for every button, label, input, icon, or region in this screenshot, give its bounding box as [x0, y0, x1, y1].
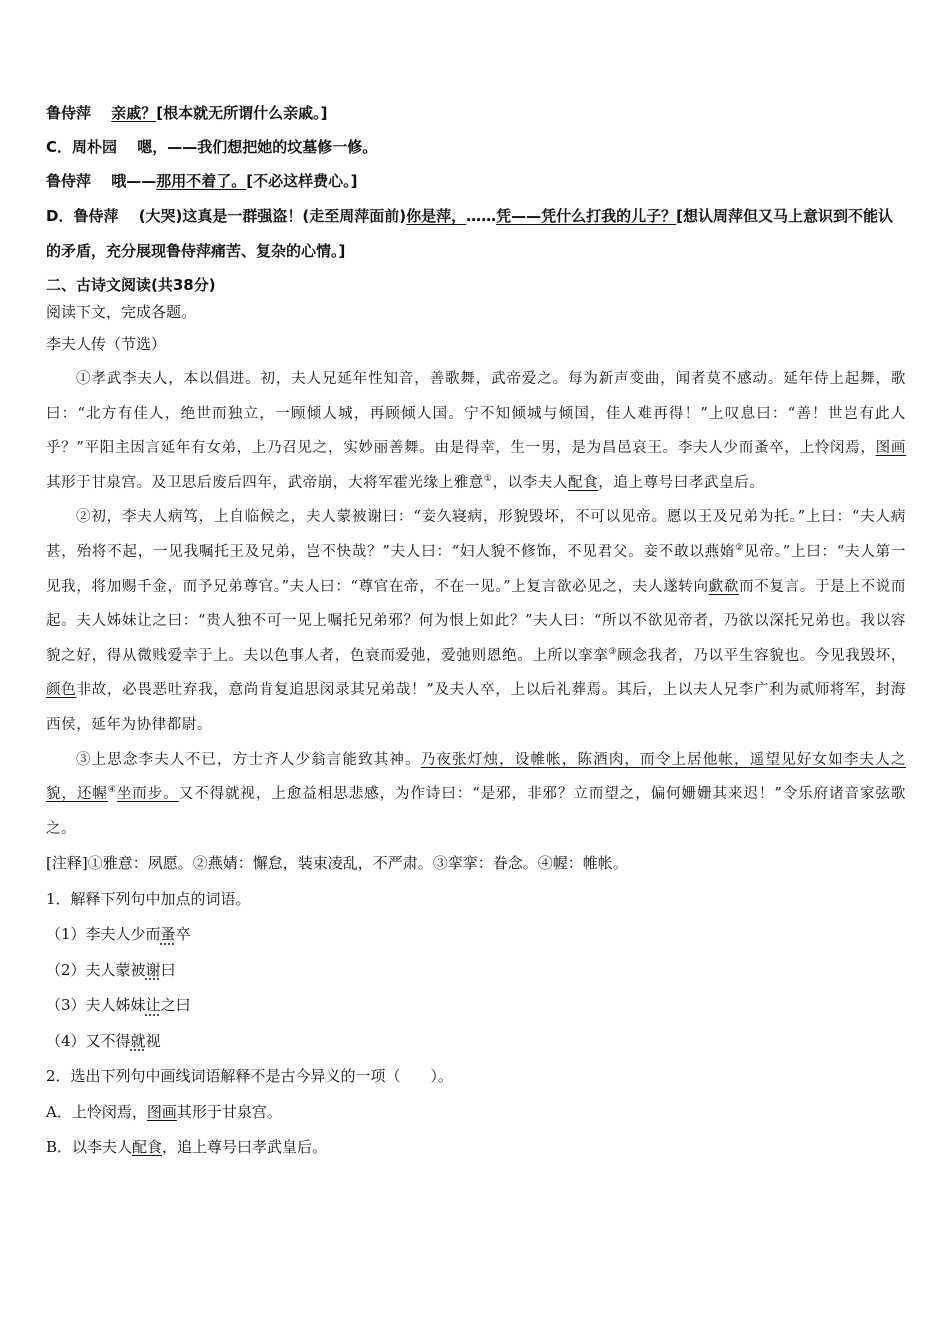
passage-title: 李夫人传（节选）: [46, 335, 167, 353]
underlined-sentence: 乃夜张灯烛，设帷帐，陈酒肉，而令上居他帐，遥望见好女如李夫人之貌，还幄: [46, 751, 906, 803]
question-2-option-b: B．以李夫人配食，追上尊号曰孝武皇后。: [46, 1138, 328, 1157]
dotted-word: 就: [130, 1031, 146, 1050]
question-1-item: （4）又不得就视: [46, 1031, 161, 1050]
question-1-item: （2）夫人蒙被谢曰: [46, 960, 176, 979]
question-2-option-a: A．上怜闵焉，图画其形于甘泉宫。: [46, 1102, 282, 1121]
underlined-word: 配食: [568, 474, 599, 491]
dialogue-line-2: C．周朴园 嗯，——我们想把她的坟墓修一修。: [46, 138, 378, 156]
passage-paragraph-1: ①孝武李夫人，本以倡进。初，夫人兄延年性知音，善歌舞，武帝爱之。每为新声变曲，闻者莫不感动。延年侍上起舞，歌曰：“北方有佳人，绝世而独立，一顾倾人城，再顾倾人国。宁不知倾城与倾国，佳人难再得！”上叹息曰：“善！世岂有此人乎？”平阳主因言延年有女弟，上乃召见之，实妙丽善舞。由是得幸，生一男，是为昌邑哀王。李夫人少而蚤卒，上怜闵焉，图画其形于甘泉宫。及卫思后废后四年，武帝崩，大将军霍光缘上雅意①，以李夫人配食，追上尊号曰孝武皇后。: [46, 371, 906, 491]
passage-paragraph-2: ②初，李夫人病笃，上自临候之，夫人蒙被谢曰：“妾久寝病，形貌毁坏，不可以见帝。愿以王及兄弟为托。”上曰：“夫人病甚，殆将不起，一见我嘱托王及兄弟，岂不快哉？”夫人曰：“妇人貌不修饰，不见君父。妾不敢以燕媠②见帝。”上曰：“夫人第一见我，将加赐千金，而予兄弟尊官。”夫人曰：“尊官在帝，不在一见。”上复言欲必见之，夫人遂转向歔欷而不复言。于是上不说而起。夫人姊妹让之曰：“贵人独不可一见上嘱托兄弟邪？何为恨上如此？”夫人曰：“所以不欲见帝者，乃欲以深托兄弟也。我以容貌之好，得从微贱爱幸于上。夫以色事人者，色衰而爱弛，爱弛则恩绝。上所以挛挛③顾念我者，乃以平生容貌也。今见我毁坏，颜色非故，必畏恶吐弃我，意尚肯复追思闵录其兄弟哉！”及夫人卒，上以后礼葬焉。其后，上以夫人兄李广利为贰师将军，封海西侯，延年为协律都尉。: [46, 509, 907, 733]
underlined-word: 配食: [132, 1138, 163, 1157]
underlined-word: 图画: [146, 1102, 177, 1121]
underlined-phrase: 凭——凭什么打我的儿子？: [496, 207, 677, 225]
dialogue-line-3: 鲁侍萍 哦——那用不着了。[不必这样费心。]: [46, 172, 358, 190]
question-1-item: （1）李夫人少而蚤卒: [46, 925, 191, 944]
underlined-word: 歔欷: [708, 578, 740, 595]
dotted-word: 蚤: [160, 925, 176, 944]
footnote-marker: ①: [483, 473, 493, 484]
dotted-word: 让: [145, 996, 161, 1015]
passage-paragraph-3: ③上思念李夫人不已，方士齐人少翁言能致其神。乃夜张灯烛，设帷帐，陈酒肉，而令上居他帐，遥望见好女如李夫人之貌，还幄④坐而步。又不得就视，上愈益相思悲感，为作诗曰：“是邪，非邪？立而望之，偏何姗姗其来迟！”令乐府诸音家弦歌之。: [46, 751, 907, 837]
dotted-word: 谢: [145, 960, 161, 979]
section-title: 二、古诗文阅读(共38分): [46, 276, 216, 294]
underlined-word: 颜色: [46, 682, 77, 699]
question-2: 2．选出下列句中画线词语解释不是古今异义的一项（ ）。: [46, 1067, 454, 1086]
underlined-phrase: 你是萍，: [406, 207, 467, 225]
underlined-sentence: 坐而步。: [116, 786, 179, 803]
footnote-marker: ②: [735, 543, 745, 554]
annotation-notes: [注释]①雅意：夙愿。②燕婧：懈怠，装束凌乱，不严肃。③挛挛：眷念。④幄：帷帐。: [46, 854, 628, 873]
underlined-word: 图画: [875, 440, 906, 457]
underlined-phrase: 亲戚？: [111, 104, 157, 122]
footnote-marker: ③: [608, 646, 618, 657]
dialogue-line-1: 鲁侍萍 亲戚？[根本就无所谓什么亲戚。]: [46, 104, 328, 122]
section-instruction: 阅读下文，完成各题。: [46, 303, 197, 321]
question-1-item: （3）夫人姊妹让之曰: [46, 996, 191, 1015]
footnote-marker: ④: [107, 785, 117, 796]
question-1: 1．解释下列句中加点的词语。: [46, 889, 251, 908]
dialogue-line-4: D．鲁侍萍 (大哭)这真是一群强盗！(走至周萍面前)你是萍，……凭——凭什么打我的儿子？[想认周萍但又马上意识到不能认的矛盾，充分展现鲁侍萍痛苦、复杂的心情。]: [46, 207, 894, 260]
underlined-phrase: 那用不着了。: [156, 172, 247, 190]
document-page: [46, 96, 906, 1166]
